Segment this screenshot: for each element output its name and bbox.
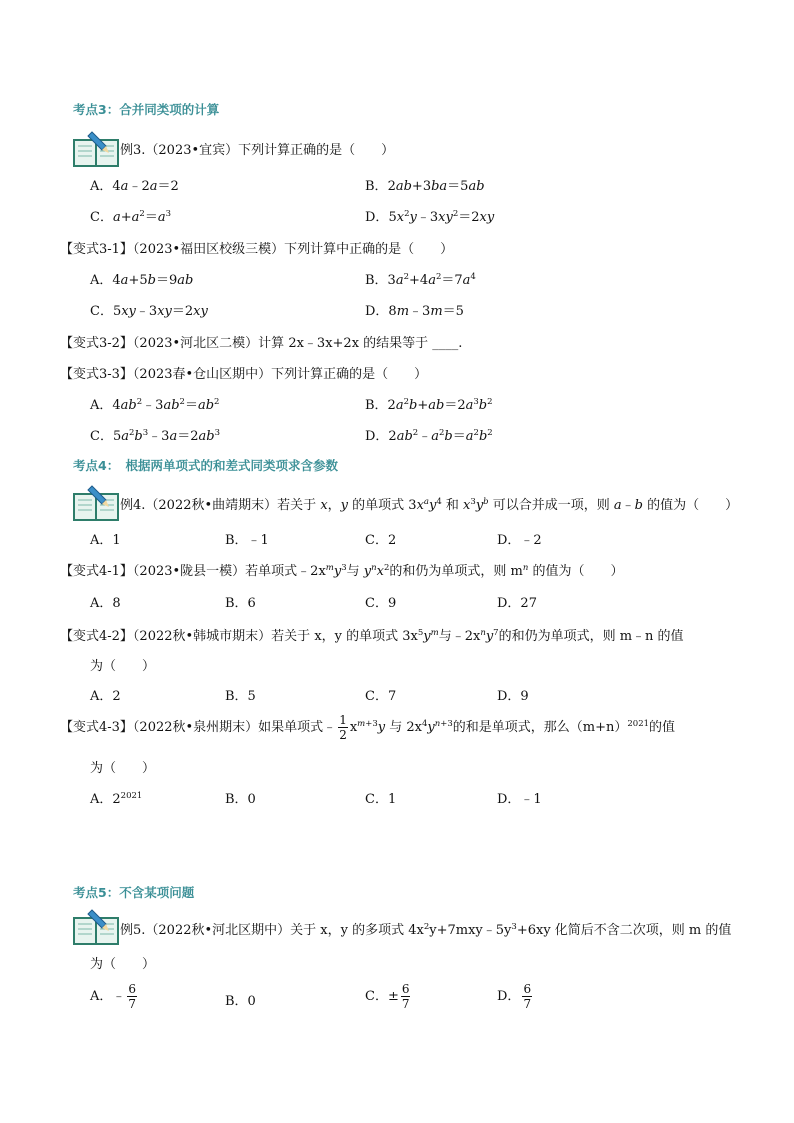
ex3-option-a[interactable]: A．4a﹣2a＝2 <box>90 179 179 194</box>
v41-option-c[interactable]: C．9 <box>365 596 397 611</box>
variant-3-3-question: 【变式3-3】（2023春•仓山区期中）下列计算正确的是（ ） <box>60 367 428 382</box>
example-4-question: 例4.（2022秋•曲靖期末）若关于 x，y 的单项式 $3x^ay^4$ 和 $x^3y^b$ 可以合并成一项，则 a﹣b 的值为（ ） <box>120 497 739 513</box>
v42-option-c[interactable]: C．7 <box>365 689 397 704</box>
ex3-option-c[interactable]: C．$a+a^2=a^3$ <box>90 209 172 225</box>
variant-4-2-line2: 为（ ） <box>90 659 156 674</box>
section-3-title: 考点3：合并同类项的计算 <box>73 102 220 117</box>
fraction-one-half: $\frac{1}{2}$ <box>339 713 347 742</box>
v31-option-d[interactable]: D．8m﹣3m＝5 <box>365 304 464 319</box>
book-pencil-icon <box>72 130 120 168</box>
v43-option-c[interactable]: C．1 <box>365 792 397 807</box>
book-pencil-icon <box>72 908 120 946</box>
book-pencil-icon <box>72 484 120 522</box>
ex4-option-c[interactable]: C．2 <box>365 533 397 548</box>
variant-3-1-question: 【变式3-1】（2023•福田区校级三模）下列计算中正确的是（ ） <box>60 242 454 257</box>
v33-option-c[interactable]: C．$5a^2b^3﹣3a=2ab^3$ <box>90 428 220 444</box>
ex5-option-a[interactable]: A．﹣ $\frac{6}{7}$ <box>90 982 137 1011</box>
v33-option-d[interactable]: D．$2ab^2﹣a^2b=a^2b^2$ <box>365 428 493 444</box>
v41-option-d[interactable]: D．27 <box>497 596 537 611</box>
variant-4-3-question: 【变式4-3】（2022秋•泉州期末）如果单项式﹣ $\frac{1}{2}$ $x^{m+3}y$ 与 $2x^4y^{n+3}$的和是单项式，那么$(m+n)^{2021}$的值 <box>60 713 676 742</box>
ex4-option-d[interactable]: D．﹣2 <box>497 533 542 548</box>
ex5-option-c[interactable]: C．± $\frac{6}{7}$ <box>365 982 410 1011</box>
section-4-title: 考点4： 根据两单项式的和差式同类项求含参数 <box>73 458 338 473</box>
v41-option-a[interactable]: A．8 <box>90 596 121 611</box>
v33-option-a[interactable]: A．$4ab^2﹣3ab^2=ab^2$ <box>90 397 220 413</box>
ex4-option-a[interactable]: A．1 <box>90 533 121 548</box>
ex5-option-d[interactable]: D． $\frac{6}{7}$ <box>497 982 532 1011</box>
v33-option-b[interactable]: B．$2a^2b+ab=2a^3b^2$ <box>365 397 493 413</box>
example-3-question: 例3.（2023•宜宾）下列计算正确的是（ ） <box>120 143 395 158</box>
example-5-line2: 为（ ） <box>90 957 156 972</box>
v31-option-a[interactable]: A．4a+5b＝9ab <box>90 273 194 288</box>
variant-4-3-line2: 为（ ） <box>90 761 156 776</box>
variant-4-2-question: 【变式4-2】（2022秋•韩城市期末）若关于 x，y 的单项式 $3x^5y^m$与$﹣2x^ny^7$的和仍为单项式，则 m﹣n 的值 <box>60 628 684 644</box>
v43-option-d[interactable]: D．﹣1 <box>497 792 542 807</box>
v41-option-b[interactable]: B．6 <box>225 596 256 611</box>
v42-option-a[interactable]: A．2 <box>90 689 121 704</box>
v43-option-a[interactable]: A．$2^{2021}$ <box>90 791 143 807</box>
ex5-option-b[interactable]: B．0 <box>225 994 256 1009</box>
v42-option-d[interactable]: D．9 <box>497 689 529 704</box>
variant-4-1-question: 【变式4-1】（2023•陇县一模）若单项式$﹣2x^my^3$与 $y^nx^2$的和仍为单项式，则 $m^n$ 的值为（ ） <box>60 563 624 579</box>
v31-option-c[interactable]: C．5xy﹣3xy＝2xy <box>90 304 208 319</box>
variant-3-2-question: 【变式3-2】（2023•河北区二模）计算 2x﹣3x+2x 的结果等于 ____. <box>60 336 463 351</box>
v31-option-b[interactable]: B．$3a^2+4a^2=7a^4$ <box>365 272 476 288</box>
v43-option-b[interactable]: B．0 <box>225 792 256 807</box>
v42-option-b[interactable]: B．5 <box>225 689 256 704</box>
ex3-option-b[interactable]: B．2ab+3ba＝5ab <box>365 179 485 194</box>
ex4-option-b[interactable]: B．﹣1 <box>225 533 269 548</box>
example-5-question: 例5.（2022秋•河北区期中）关于 x，y 的多项式 $4x^2y+7mxy﹣5y^3+6xy$ 化简后不含二次项，则 m 的值 <box>120 922 732 938</box>
section-5-title: 考点5：不含某项问题 <box>73 885 195 900</box>
ex3-option-d[interactable]: D．$5x^2y﹣3xy^2=2xy$ <box>365 209 495 225</box>
